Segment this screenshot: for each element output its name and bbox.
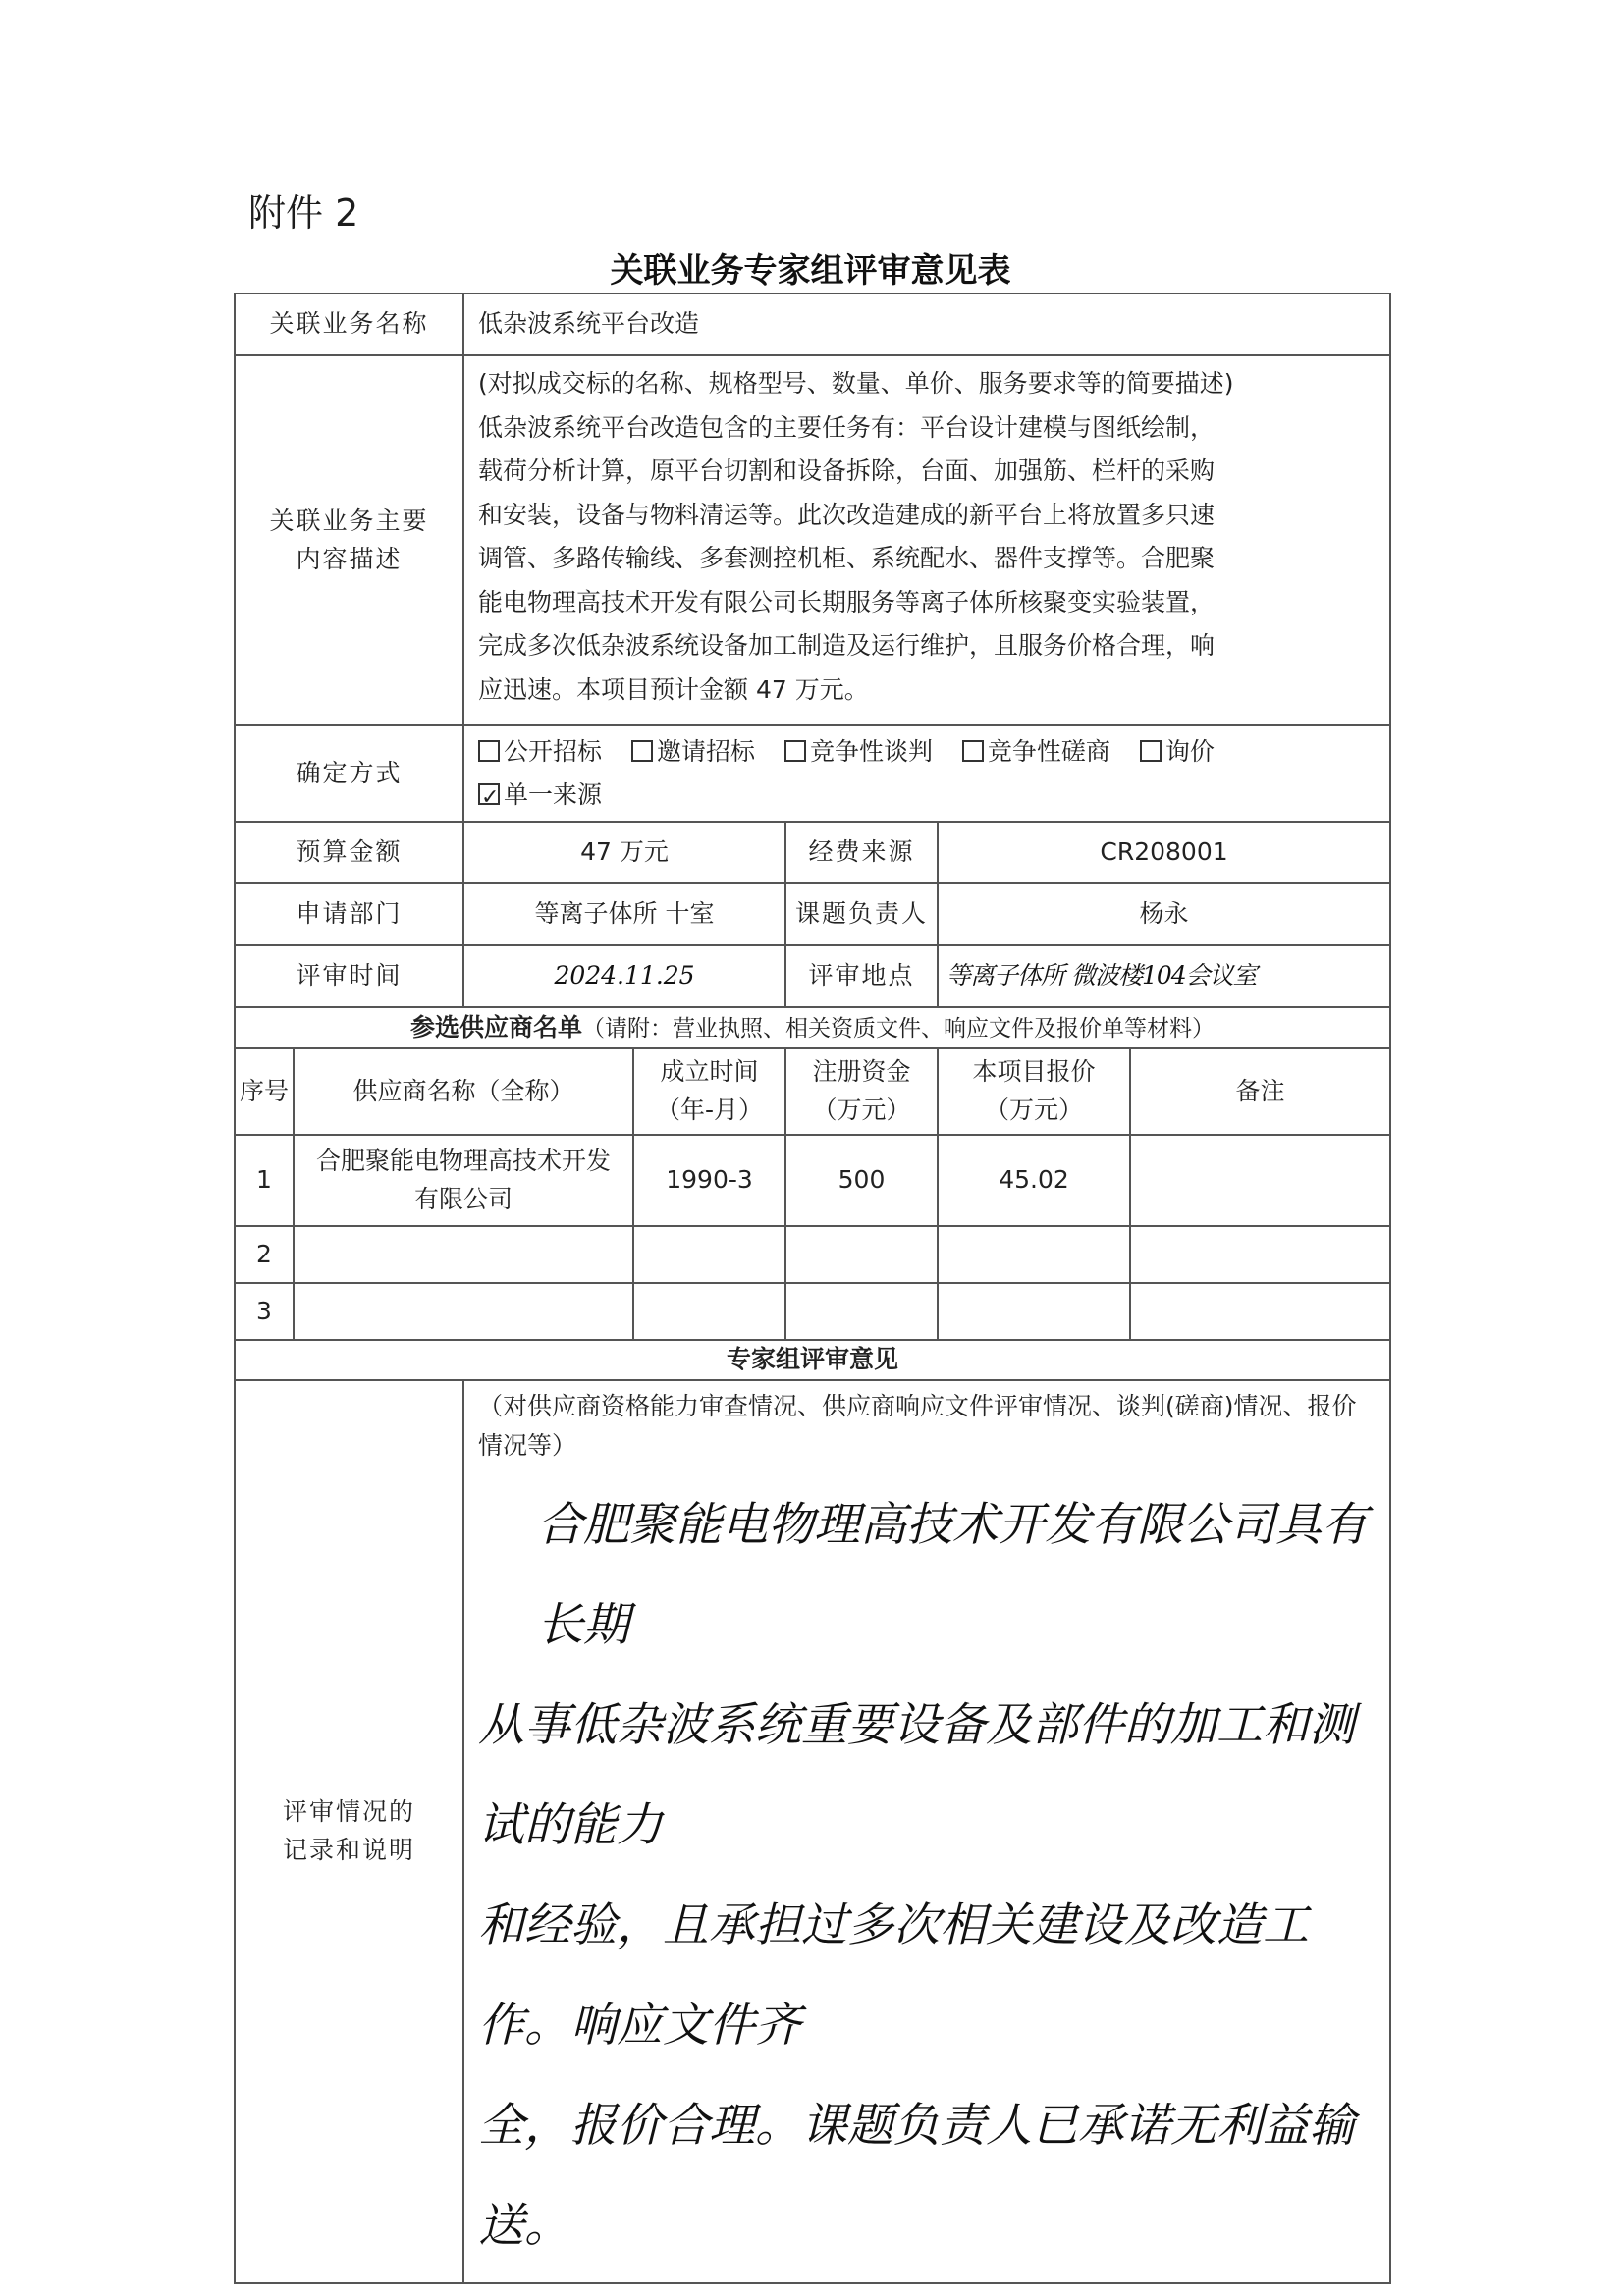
review-heading-row bbox=[235, 1340, 1390, 1380]
table-row bbox=[235, 1135, 1390, 1226]
review-place-value: 等离子体所 微波楼104会议室 bbox=[938, 945, 1390, 1007]
option-label: 询价 bbox=[1164, 737, 1215, 766]
desc-line: 能电物理高技术开发有限公司长期服务等离子体所核聚变实验装置， bbox=[478, 587, 1216, 616]
review-time-value: 2024.11.25 bbox=[463, 945, 785, 1007]
method-row bbox=[235, 725, 1390, 822]
business-desc-label: 关联业务主要内容描述 bbox=[235, 355, 463, 725]
checkbox[interactable] bbox=[631, 740, 653, 762]
row-remark bbox=[1130, 1135, 1390, 1226]
business-name-row bbox=[235, 294, 1390, 355]
handwritten-line: 全，报价合理。课题负责人已承诺无利益输送。 bbox=[478, 2098, 1356, 2253]
review-record-content bbox=[463, 1380, 1390, 2283]
method-options bbox=[463, 725, 1390, 822]
row-capital bbox=[785, 1283, 938, 1340]
attachment-label: 附件 2 bbox=[248, 191, 359, 235]
handwritten-line: 合肥聚能电物理高技术开发有限公司具有长期 bbox=[537, 1497, 1369, 1652]
option-label: 邀请招标 bbox=[656, 737, 755, 766]
desc-line: 调管、多路传输线、多套测控机柜、系统配水、器件支撑等。合肥聚 bbox=[478, 544, 1216, 572]
method-option[interactable] bbox=[478, 730, 602, 774]
business-name-value: 低杂波系统平台改造 bbox=[463, 294, 1390, 355]
review-time-label: 评审时间 bbox=[235, 945, 463, 1007]
row-no: 1 bbox=[235, 1135, 294, 1226]
col-header-date: 成立时间（年-月） bbox=[633, 1048, 785, 1135]
budget-row bbox=[235, 822, 1390, 883]
supplier-header-row bbox=[235, 1048, 1390, 1135]
desc-line: 低杂波系统平台改造包含的主要任务有：平台设计建模与图纸绘制， bbox=[478, 412, 1216, 442]
supplier-heading-row bbox=[235, 1007, 1390, 1048]
dept-value: 等离子体所 十室 bbox=[463, 883, 785, 945]
review-place-label: 评审地点 bbox=[785, 945, 938, 1007]
row-quote: 45.02 bbox=[938, 1135, 1130, 1226]
option-label: 单一来源 bbox=[504, 780, 603, 809]
budget-value: 47 万元 bbox=[463, 822, 785, 883]
table-row bbox=[235, 1283, 1390, 1340]
row-founded: 1990-3 bbox=[633, 1135, 785, 1226]
desc-line: (对拟成交标的名称、规格型号、数量、单价、服务要求等的简要描述) bbox=[478, 369, 1234, 398]
review-form-table bbox=[234, 293, 1391, 2284]
desc-line: 载荷分析计算，原平台切割和设备拆除，台面、加强筋、栏杆的采购 bbox=[478, 456, 1216, 485]
row-capital bbox=[785, 1226, 938, 1283]
col-header-quote: 本项目报价（万元） bbox=[938, 1048, 1130, 1135]
desc-line: 和安装，设备与物料清运等。此次改造建成的新平台上将放置多只速 bbox=[478, 500, 1216, 529]
col-header-capital: 注册资金（万元） bbox=[785, 1048, 938, 1135]
row-quote bbox=[938, 1283, 1130, 1340]
checkbox-checked[interactable] bbox=[478, 783, 500, 805]
business-name-label: 关联业务名称 bbox=[235, 294, 463, 355]
row-no: 2 bbox=[235, 1226, 294, 1283]
handwritten-line: 和经验，且承担过多次相关建设及改造工作。响应文件齐 bbox=[478, 1897, 1310, 2053]
review-note: （对供应商资格能力审查情况、供应商响应文件评审情况、谈判(磋商)情况、报价情况等） bbox=[478, 1391, 1357, 1460]
method-label: 确定方式 bbox=[235, 725, 463, 822]
col-header-no: 序号 bbox=[235, 1048, 294, 1135]
row-founded bbox=[633, 1283, 785, 1340]
dept-row bbox=[235, 883, 1390, 945]
table-row bbox=[235, 1226, 1390, 1283]
review-record-label: 评审情况的记录和说明 bbox=[235, 1380, 463, 2283]
handwritten-line: 从事低杂波系统重要设备及部件的加工和测试的能力 bbox=[478, 1697, 1356, 1852]
business-desc-row bbox=[235, 355, 1390, 725]
review-heading: 专家组评审意见 bbox=[235, 1340, 1390, 1380]
col-header-remark: 备注 bbox=[1130, 1048, 1390, 1135]
budget-label: 预算金额 bbox=[235, 822, 463, 883]
method-option[interactable] bbox=[962, 730, 1110, 774]
checkbox[interactable] bbox=[478, 740, 500, 762]
handwritten-opinion bbox=[478, 1475, 1376, 2276]
desc-line: 完成多次低杂波系统设备加工制造及运行维护，且服务价格合理，响 bbox=[478, 631, 1216, 660]
checkbox[interactable] bbox=[1140, 740, 1162, 762]
fund-label: 经费来源 bbox=[785, 822, 938, 883]
row-supplier-name bbox=[294, 1226, 633, 1283]
row-quote bbox=[938, 1226, 1130, 1283]
method-option[interactable] bbox=[1140, 730, 1215, 774]
fund-value: CR208001 bbox=[938, 822, 1390, 883]
method-option[interactable] bbox=[784, 730, 933, 774]
checkbox[interactable] bbox=[784, 740, 806, 762]
leader-label: 课题负责人 bbox=[785, 883, 938, 945]
leader-value: 杨永 bbox=[938, 883, 1390, 945]
supplier-heading-note: （请附：营业执照、相关资质文件、响应文件及报价单等材料） bbox=[582, 1015, 1216, 1041]
method-option-selected[interactable] bbox=[478, 774, 602, 817]
row-no: 3 bbox=[235, 1283, 294, 1340]
row-founded bbox=[633, 1226, 785, 1283]
business-desc-content bbox=[463, 355, 1390, 725]
option-label: 公开招标 bbox=[504, 737, 603, 766]
option-label: 竞争性磋商 bbox=[987, 737, 1110, 766]
row-capital: 500 bbox=[785, 1135, 938, 1226]
col-header-name: 供应商名称（全称） bbox=[294, 1048, 633, 1135]
review-content-row bbox=[235, 1380, 1390, 2283]
desc-line: 应迅速。本项目预计金额 47 万元。 bbox=[478, 674, 869, 704]
option-label: 竞争性谈判 bbox=[809, 737, 933, 766]
form-title: 关联业务专家组评审意见表 bbox=[610, 251, 1011, 291]
method-option[interactable] bbox=[631, 730, 755, 774]
time-place-row bbox=[235, 945, 1390, 1007]
row-remark bbox=[1130, 1226, 1390, 1283]
row-supplier-name bbox=[294, 1283, 633, 1340]
supplier-heading-title: 参选供应商名单 bbox=[410, 1012, 583, 1041]
row-supplier-name: 合肥聚能电物理高技术开发有限公司 bbox=[294, 1135, 633, 1226]
checkbox[interactable] bbox=[962, 740, 984, 762]
supplier-heading bbox=[235, 1007, 1390, 1048]
dept-label: 申请部门 bbox=[235, 883, 463, 945]
row-remark bbox=[1130, 1283, 1390, 1340]
